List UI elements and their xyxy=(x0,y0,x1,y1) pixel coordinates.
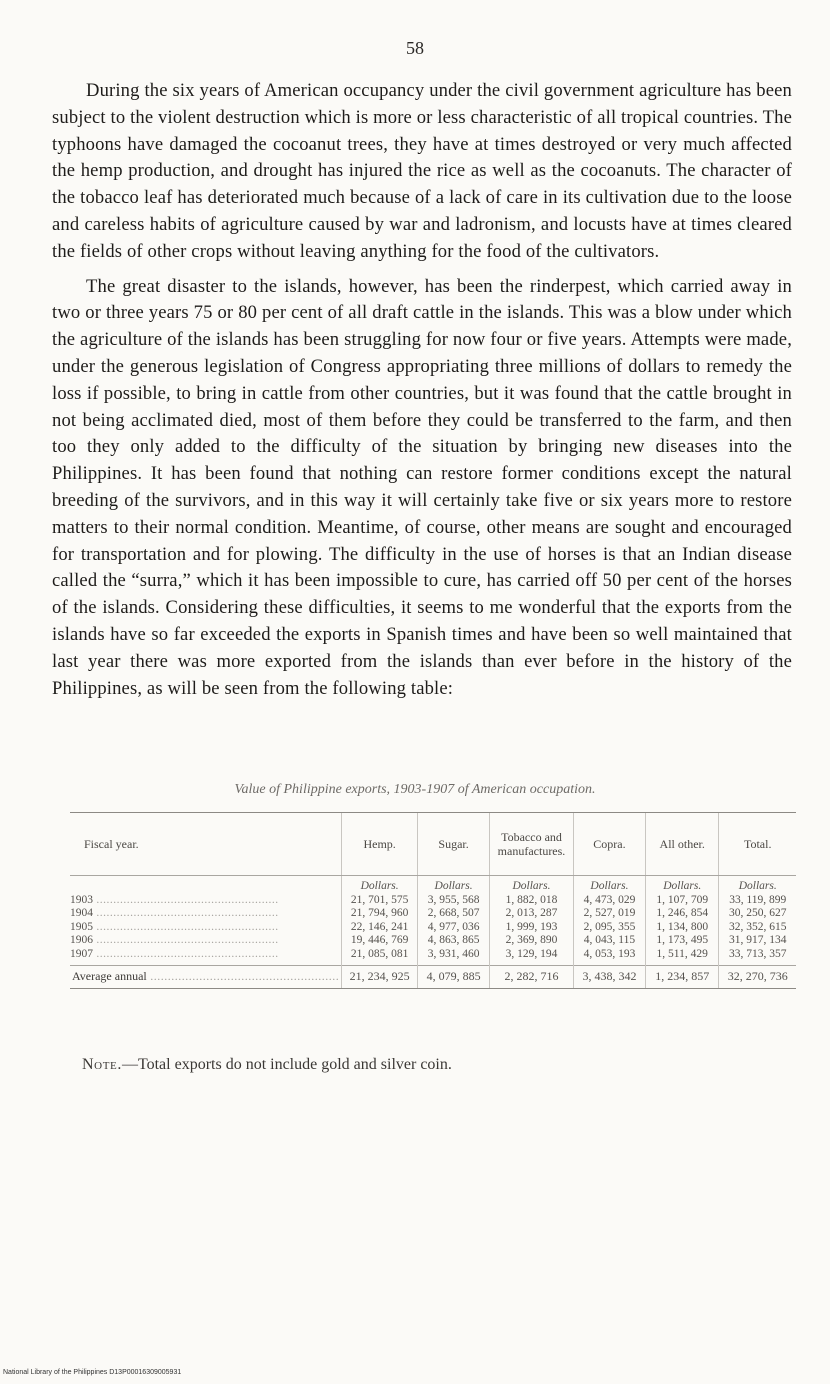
exports-table xyxy=(70,812,796,989)
page-number: 58 xyxy=(406,38,424,58)
table-cell: 3, 955, 568 xyxy=(427,893,480,906)
table-cell: 4, 977, 036 xyxy=(427,920,480,933)
header-hemp: Hemp. xyxy=(342,813,418,876)
table-cell: 2, 668, 507 xyxy=(427,907,480,920)
average-tobacco: 2, 282, 716 xyxy=(490,965,574,989)
body-text xyxy=(52,78,792,702)
archive-footer: National Library of the Philippines D13P00016309005931 xyxy=(3,1369,182,1376)
header-all-other: All other. xyxy=(645,813,719,876)
header-tobacco: Tobacco and manufactures. xyxy=(490,813,574,876)
table-cell: 4, 043, 115 xyxy=(583,934,636,947)
average-row xyxy=(70,965,796,989)
table-cell: 21, 794, 960 xyxy=(350,907,409,920)
copra-values xyxy=(573,876,645,966)
table-cell: 1, 107, 709 xyxy=(656,893,709,906)
tobacco-values xyxy=(490,876,574,966)
table-caption: Value of Philippine exports, 1903-1907 of American occupation. xyxy=(234,782,596,797)
table-cell: 4, 053, 193 xyxy=(583,947,636,960)
unit-label: Dollars. xyxy=(590,880,629,892)
unit-label: Dollars. xyxy=(512,880,551,892)
note-text: —Total exports do not include gold and silver coin. xyxy=(121,1056,452,1073)
all-other-values xyxy=(645,876,719,966)
average-copra: 3, 438, 342 xyxy=(573,965,645,989)
year-label: 1906 ..... xyxy=(70,934,339,948)
paragraph-rinderpest: The great disaster to the islands, however, has been the rinderpest, which carried away in two or three years 75 or 80 per cent of all draft cattle in the islands. This was a blow under which the agriculture of the islands has been struggling for now four or five years. Attempts were made, under the generous legislation of Congress appropriating three millions of dollars to remedy the loss if possible, to bring in cattle from other countries, but it was found that the cattle brought in not being acclimated died, most of them before they could be transferred to the farm, and then too they only added to the difficulty of the situation by bringing new diseases into the Philippines. It has been found that nothing can restore former conditions except the natural breeding of the survivors, and in this way it will certainly take five or six years more to restore matters to their normal condition. Meantime, of course, other means are sought and encouraged for transportation and for plowing. The difficulty in the use of horses is that an Indian disease called the “surra,” which it has been impossible to cure, has carried off 50 per cent of the horses of the islands. Considering these difficulties, it seems to me wonderful that the exports from the islands have so far exceeded the exports in Spanish times and have been so well maintained that last year there was more exported from the islands than ever before in the history of the Philippines, as will be seen from the following table: xyxy=(52,275,792,699)
table-cell: 2, 013, 287 xyxy=(505,907,558,920)
table-cell: 21, 085, 081 xyxy=(350,947,409,960)
table-cell: 33, 713, 357 xyxy=(728,947,787,960)
unit-label: Dollars. xyxy=(360,880,399,892)
header-sugar: Sugar. xyxy=(418,813,490,876)
header-copra: Copra. xyxy=(573,813,645,876)
table-cell: 22, 146, 241 xyxy=(350,920,409,933)
table-cell: 30, 250, 627 xyxy=(728,907,787,920)
header-fiscal-year: Fiscal year. xyxy=(70,813,342,876)
unit-label: Dollars. xyxy=(434,880,473,892)
table-note xyxy=(82,1056,452,1074)
table-cell: 31, 917, 134 xyxy=(728,934,787,947)
table-cell: 4, 473, 029 xyxy=(583,893,636,906)
table-cell: 1, 882, 018 xyxy=(505,893,558,906)
table-cell: 1, 173, 495 xyxy=(656,934,709,947)
average-sugar: 4, 079, 885 xyxy=(418,965,490,989)
table-cell: 1, 246, 854 xyxy=(656,907,709,920)
table-cell: 19, 446, 769 xyxy=(350,934,409,947)
average-total: 32, 270, 736 xyxy=(719,965,796,989)
table-cell: 1, 511, 429 xyxy=(656,947,708,960)
table-cell: 3, 931, 460 xyxy=(427,947,480,960)
table-cell: 2, 527, 019 xyxy=(583,907,636,920)
year-label: 1904 ..... xyxy=(70,907,339,921)
year-label: 1907 ..... xyxy=(70,948,339,962)
table-cell: 33, 119, 899 xyxy=(729,893,787,906)
table-row xyxy=(70,876,796,966)
table-header-row xyxy=(70,813,796,876)
average-label: Average annual ..... xyxy=(70,965,342,989)
table-cell: 2, 095, 355 xyxy=(583,920,636,933)
year-label: 1903 ..... xyxy=(70,894,339,908)
average-hemp: 21, 234, 925 xyxy=(342,965,418,989)
unit-label: Dollars. xyxy=(738,880,777,892)
average-all-other: 1, 234, 857 xyxy=(645,965,719,989)
year-label: 1905 ..... xyxy=(70,921,339,935)
unit-label: Dollars. xyxy=(663,880,702,892)
table-cell: 2, 369, 890 xyxy=(505,934,558,947)
table-cell: 1, 999, 193 xyxy=(505,920,558,933)
sugar-values xyxy=(418,876,490,966)
note-label: Note. xyxy=(82,1056,122,1073)
paragraph-agriculture: During the six years of American occupancy under the civil government agriculture has been subject to the violent destruction which is more or less characteristic of all tropical countries. The typhoons have damaged the cocoanut trees, they have at times destroyed or very much affected the hemp production, and drought has injured the rice as well as the cocoanuts. The character of the tobacco leaf has deteriorated much because of a lack of care in its cultivation due to the loose and careless habits of agriculture caused by war and ladronism, and locusts have at times cleared the fields of other crops without leaving anything for the food of the cultivators. xyxy=(52,80,792,262)
total-values xyxy=(719,876,796,966)
table-cell: 1, 134, 800 xyxy=(656,920,709,933)
years-cell xyxy=(70,876,342,966)
table-cell: 32, 352, 615 xyxy=(728,920,787,933)
header-total: Total. xyxy=(719,813,796,876)
table-cell: 3, 129, 194 xyxy=(505,947,558,960)
table-cell: 21, 701, 575 xyxy=(350,893,409,906)
hemp-values xyxy=(342,876,418,966)
table-cell: 4, 863, 865 xyxy=(427,934,480,947)
